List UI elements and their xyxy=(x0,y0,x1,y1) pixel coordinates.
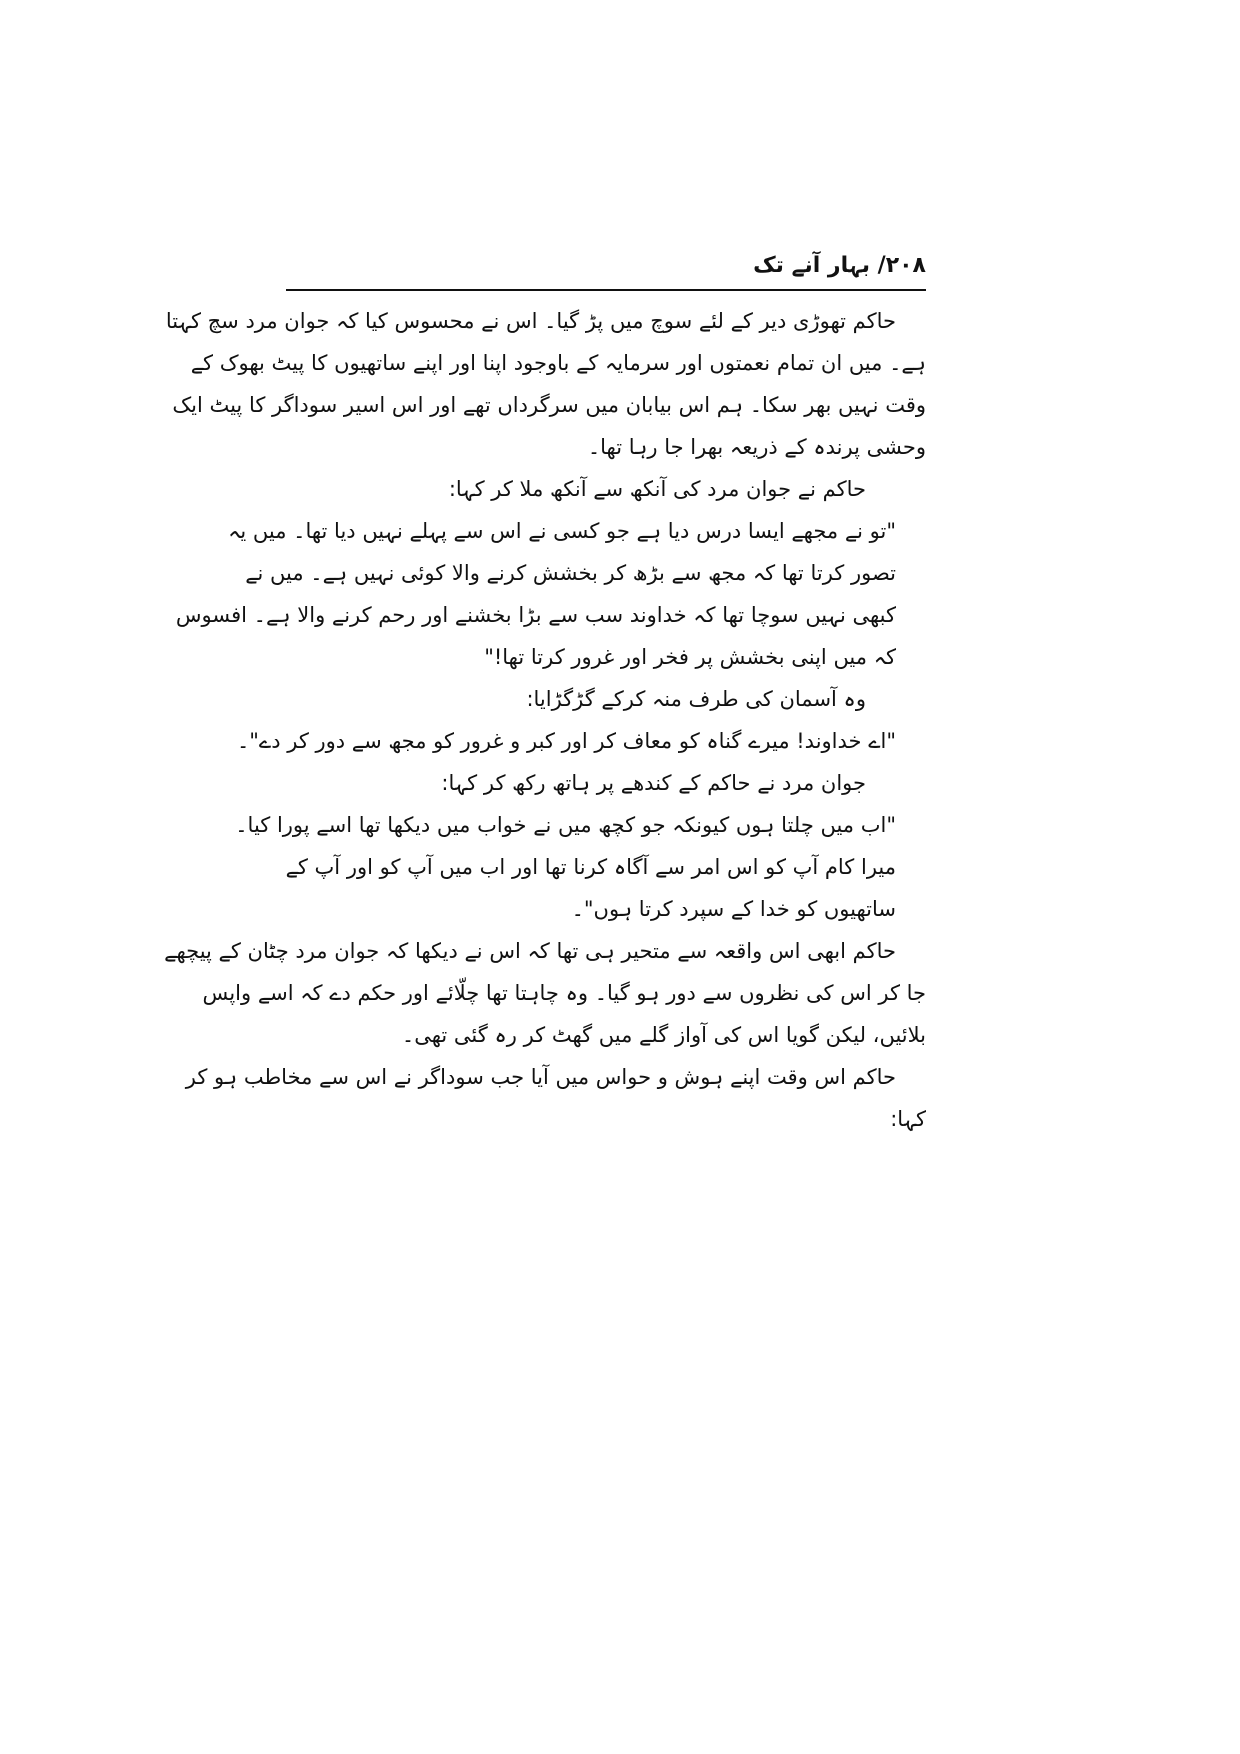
text-line: "اے خداوند! میرے گناہ کو معاف کر اور کبر و غرور کو مجھ سے دور کر دے"۔ xyxy=(236,729,896,753)
text-line: کبھی نہیں سوچا تھا کہ خداوند سب سے بڑا بخشنے اور رحم کرنے والا ہے۔ افسوس xyxy=(175,603,896,627)
text-line: حاکم نے جوان مرد کی آنکھ سے آنکھ ملا کر کہا: xyxy=(448,477,866,501)
text-line: "اب میں چلتا ہوں کیونکہ جو کچھ میں نے خواب میں دیکھا تھا اسے پورا کیا۔ xyxy=(235,813,896,837)
text-line: جوان مرد نے حاکم کے کندھے پر ہاتھ رکھ کر کہا: xyxy=(441,771,866,795)
text-line: حاکم تھوڑی دیر کے لئے سوچ میں پڑ گیا۔ اس نے محسوس کیا کہ جوان مرد سچ کہتا xyxy=(165,309,896,333)
text-line: جا کر اس کی نظروں سے دور ہو گیا۔ وہ چاہتا تھا چلّائے اور حکم دے کہ اسے واپس xyxy=(202,981,926,1005)
text-line: بلائیں، لیکن گویا اس کی آواز گلے میں گھٹ کر رہ گئی تھی۔ xyxy=(401,1023,926,1047)
text-line: حاکم اس وقت اپنے ہوش و حواس میں آیا جب سوداگر نے اس سے مخاطب ہو کر xyxy=(185,1065,896,1089)
text-line: ہے۔ میں ان تمام نعمتوں اور سرمایہ کے باوجود اپنا اور اپنے ساتھیوں کا پیٹ بھوک کے xyxy=(190,351,926,375)
text-line: "تو نے مجھے ایسا درس دیا ہے جو کسی نے اس سے پہلے نہیں دیا تھا۔ میں یہ xyxy=(228,519,896,543)
text-line: ساتھیوں کو خدا کے سپرد کرتا ہوں"۔ xyxy=(571,897,896,921)
text-line: کہا: xyxy=(890,1107,926,1131)
header-rule xyxy=(286,289,926,291)
body-text xyxy=(164,300,926,1140)
text-line: کہ میں اپنی بخشش پر فخر اور غرور کرتا تھا!" xyxy=(484,645,896,669)
text-line: وقت نہیں بھر سکا۔ ہم اس بیابان میں سرگرداں تھے اور اس اسیر سوداگر کا پیٹ ایک xyxy=(172,393,926,417)
text-line: وہ آسمان کی طرف منہ کرکے گڑگڑایا: xyxy=(526,687,866,711)
text-line: حاکم ابھی اس واقعہ سے متحیر ہی تھا کہ اس نے دیکھا کہ جوان مرد چٹان کے پیچھے xyxy=(164,939,896,963)
text-line: میرا کام آپ کو اس امر سے آگاہ کرنا تھا اور اب میں آپ کو اور آپ کے xyxy=(285,855,896,879)
text-line: وحشی پرندہ کے ذریعہ بھرا جا رہا تھا۔ xyxy=(587,435,926,459)
text-line: تصور کرتا تھا کہ مجھ سے بڑھ کر بخشش کرنے والا کوئی نہیں ہے۔ میں نے xyxy=(245,561,896,585)
running-header: ۲۰۸/ بہار آنے تک xyxy=(753,253,926,278)
